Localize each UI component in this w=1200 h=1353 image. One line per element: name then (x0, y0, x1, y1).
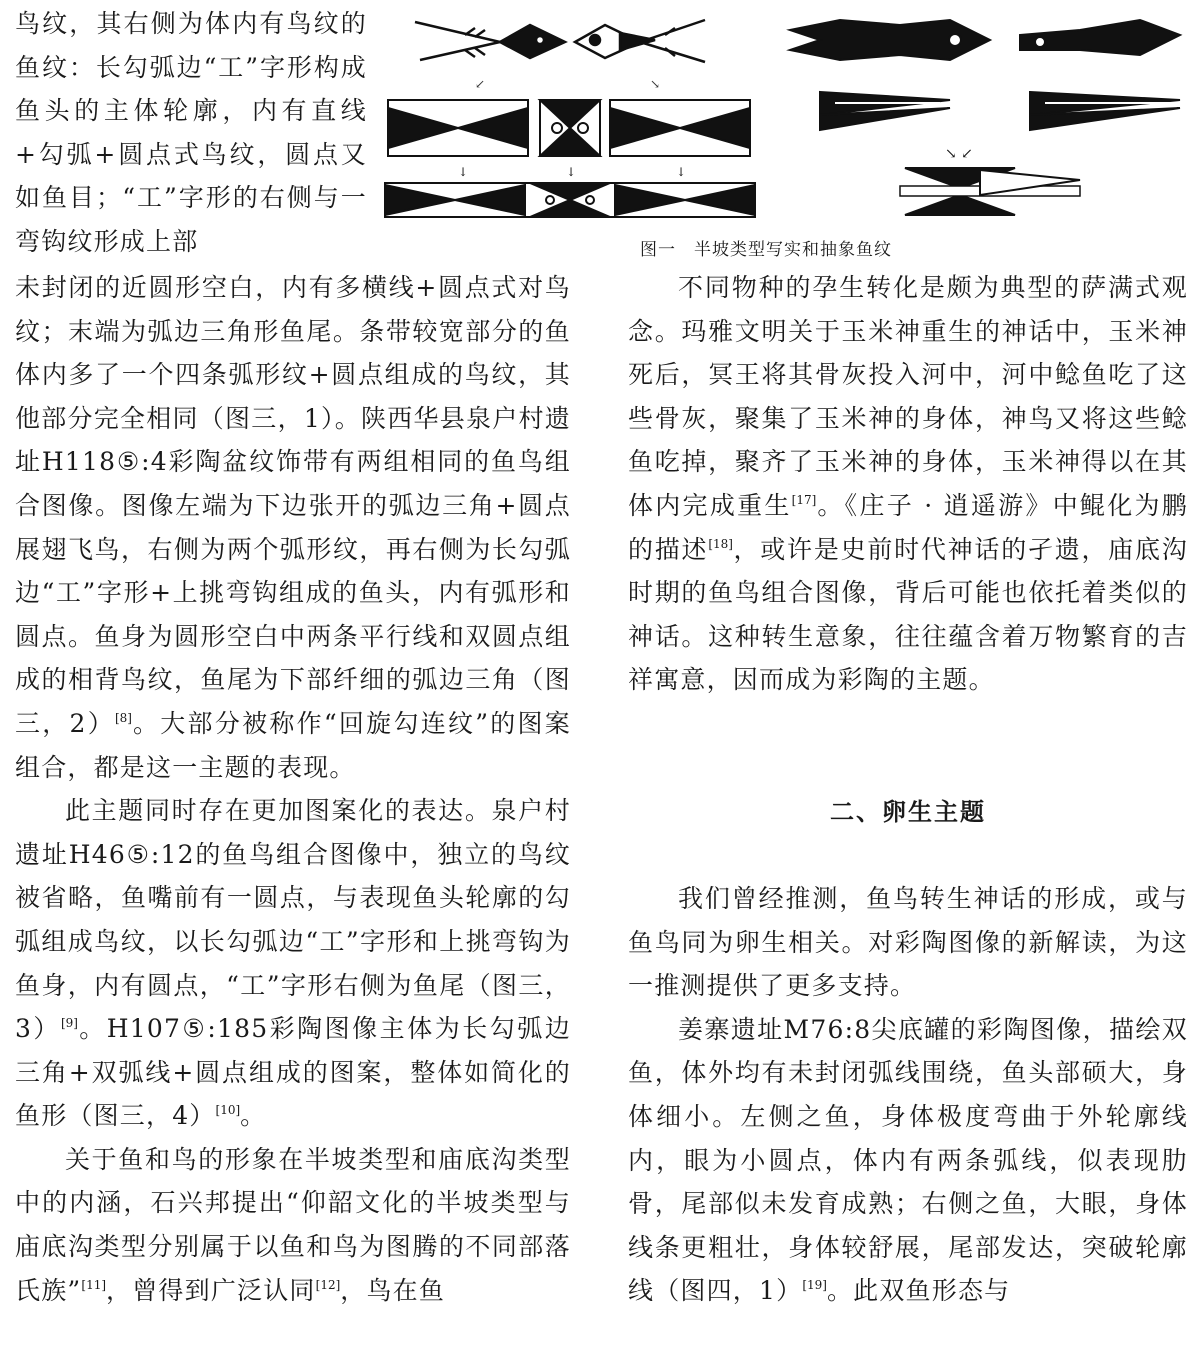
svg-text:↘ ↙: ↘ ↙ (945, 146, 973, 162)
text-run: 姜寨遗址M76:8尖底罐的彩陶图像，描绘双鱼，体外均有未封闭弧线围绕，鱼头部硕大，身体细小。左侧之鱼，身体极度弯曲于外轮廓线内，眼为小圆点，体内有两条弧线，似表现肋骨，尾部似未发育成熟；右侧之鱼，大眼，身体线条更粗壮，身体较舒展，尾部发达，突破轮廓线（图四，1） (628, 1014, 1188, 1306)
intro-text-block (15, 2, 367, 264)
citation-ref: [19] (802, 1278, 827, 1293)
left-column (15, 266, 571, 1312)
citation-ref: [10] (215, 1103, 241, 1118)
right-paragraph-3 (628, 1008, 1188, 1313)
text-run: ，或许是史前时代神话的孑遗，庙底沟时期的鱼鸟组合图像，背后可能也依托着类似的神话。这种转生意象，往往蕴含着万物繁育的吉祥寓意，因而成为彩陶的主题。 (628, 534, 1188, 695)
text-run: 。《庄子 · 逍遥游》中鲲化为鹏的描述 (628, 490, 1189, 564)
abstract-fish-band (385, 183, 755, 217)
svg-text:↓: ↓ (458, 165, 469, 179)
svg-text:↓: ↓ (676, 165, 687, 179)
citation-ref: [9] (60, 1016, 78, 1031)
svg-text:↙: ↙ (475, 77, 486, 91)
svg-text:↓: ↓ (566, 165, 577, 179)
svg-text:↘: ↘ (650, 77, 661, 91)
right-column (628, 266, 1188, 702)
right-paragraph-2: 我们曾经推测，鱼鸟转生神话的形成，或与鱼鸟同为卵生相关。对彩陶图像的新解读，为这一推测提供了更多支持。 (628, 884, 1188, 1001)
intro-paragraph: 鸟纹，其右侧为体内有鸟纹的鱼纹：长勾弧边“工”字形构成鱼头的主体轮廓，内有直线+勾弧+圆点式鸟纹，圆点又如鱼目；“工”字形的右侧与一弯钩纹形成上部 (15, 9, 367, 256)
text-run: ，曾得到广泛认同 (106, 1275, 316, 1305)
left-paragraph-3 (15, 1138, 571, 1312)
citation-ref: [17] (791, 492, 817, 507)
figure-caption: 图一 半坡类型写实和抽象鱼纹 (640, 240, 892, 260)
abstract-fish-row (388, 100, 750, 156)
fish-silhouettes (790, 20, 1180, 215)
citation-ref: [18] (708, 536, 733, 551)
left-paragraph-2 (15, 789, 571, 1138)
realistic-fish-left (415, 22, 565, 60)
text-run: 未封闭的近圆形空白，内有多横线+圆点式对鸟纹；末端为弧边三角形鱼尾。条带较宽部分的鱼体内多了一个四条弧形纹+圆点组成的鸟纹，其他部分完全相同（图三，1）。陕西华县泉户村遗址H118⑤:4彩陶盆纹饰带有两组相同的鱼鸟组合图像。图像左端为下边张开的弧边三角+圆点展翅飞鸟，右侧为两个弧形纹，再右侧为长勾弧边“工”字形+上挑弯钩组成的鱼头，内有弧形和圆点。鱼身为圆形空白中两条平行线和双圆点组成的相背鸟纹，鱼尾为下部纤细的弧边三角（图三，2） (15, 273, 571, 738)
text-run: ，鸟在鱼 (340, 1275, 446, 1305)
section-heading: 二、卵生主题 (830, 798, 986, 826)
text-run: 。大部分被称作“回旋勾连纹”的图案组合，都是这一主题的表现。 (15, 708, 571, 782)
citation-ref: [8] (114, 710, 132, 725)
text-run: 。此双鱼形态与 (826, 1276, 1011, 1306)
citation-ref: [11] (81, 1277, 107, 1292)
right-paragraph-1 (628, 266, 1188, 702)
left-paragraph-1 (15, 266, 571, 789)
right-column-lower (628, 877, 1188, 1313)
realistic-fish-right (575, 20, 705, 62)
text-run: 。 (240, 1101, 267, 1131)
text-run: 。H107⑤:185彩陶图像主体为长勾弧边三角+双弧线+圆点组成的图案，整体如简化的鱼形（图三，4） (15, 1014, 571, 1131)
text-run: 关于鱼和鸟的形象在半坡类型和庙底沟类型中的内涵，石兴邦提出“仰韶文化的半坡类型与庙底沟类型分别属于以鱼和鸟为图腾的不同部落氏族” (15, 1144, 571, 1305)
citation-ref: [12] (315, 1277, 341, 1292)
fish-pattern-figure (380, 0, 1190, 232)
text-run: 不同物种的孕生转化是颇为典型的萨满式观念。玛雅文明关于玉米神重生的神话中，玉米神死后，冥王将其骨灰投入河中，河中鲶鱼吃了这些骨灰，聚集了玉米神的身体，神鸟又将这些鲶鱼吃掉，聚齐了玉米神的身体，玉米神得以在其体内完成重生 (628, 273, 1188, 520)
text-run: 此主题同时存在更加图案化的表达。泉户村遗址H46⑤:12的鱼鸟组合图像中，独立的鸟纹被省略，鱼嘴前有一圆点，与表现鱼头轮廓的勾弧组成鸟纹，以长勾弧边“工”字形和上挑弯钩为鱼身，内有圆点，“工”字形右侧为鱼尾（图三，3） (15, 796, 571, 1044)
